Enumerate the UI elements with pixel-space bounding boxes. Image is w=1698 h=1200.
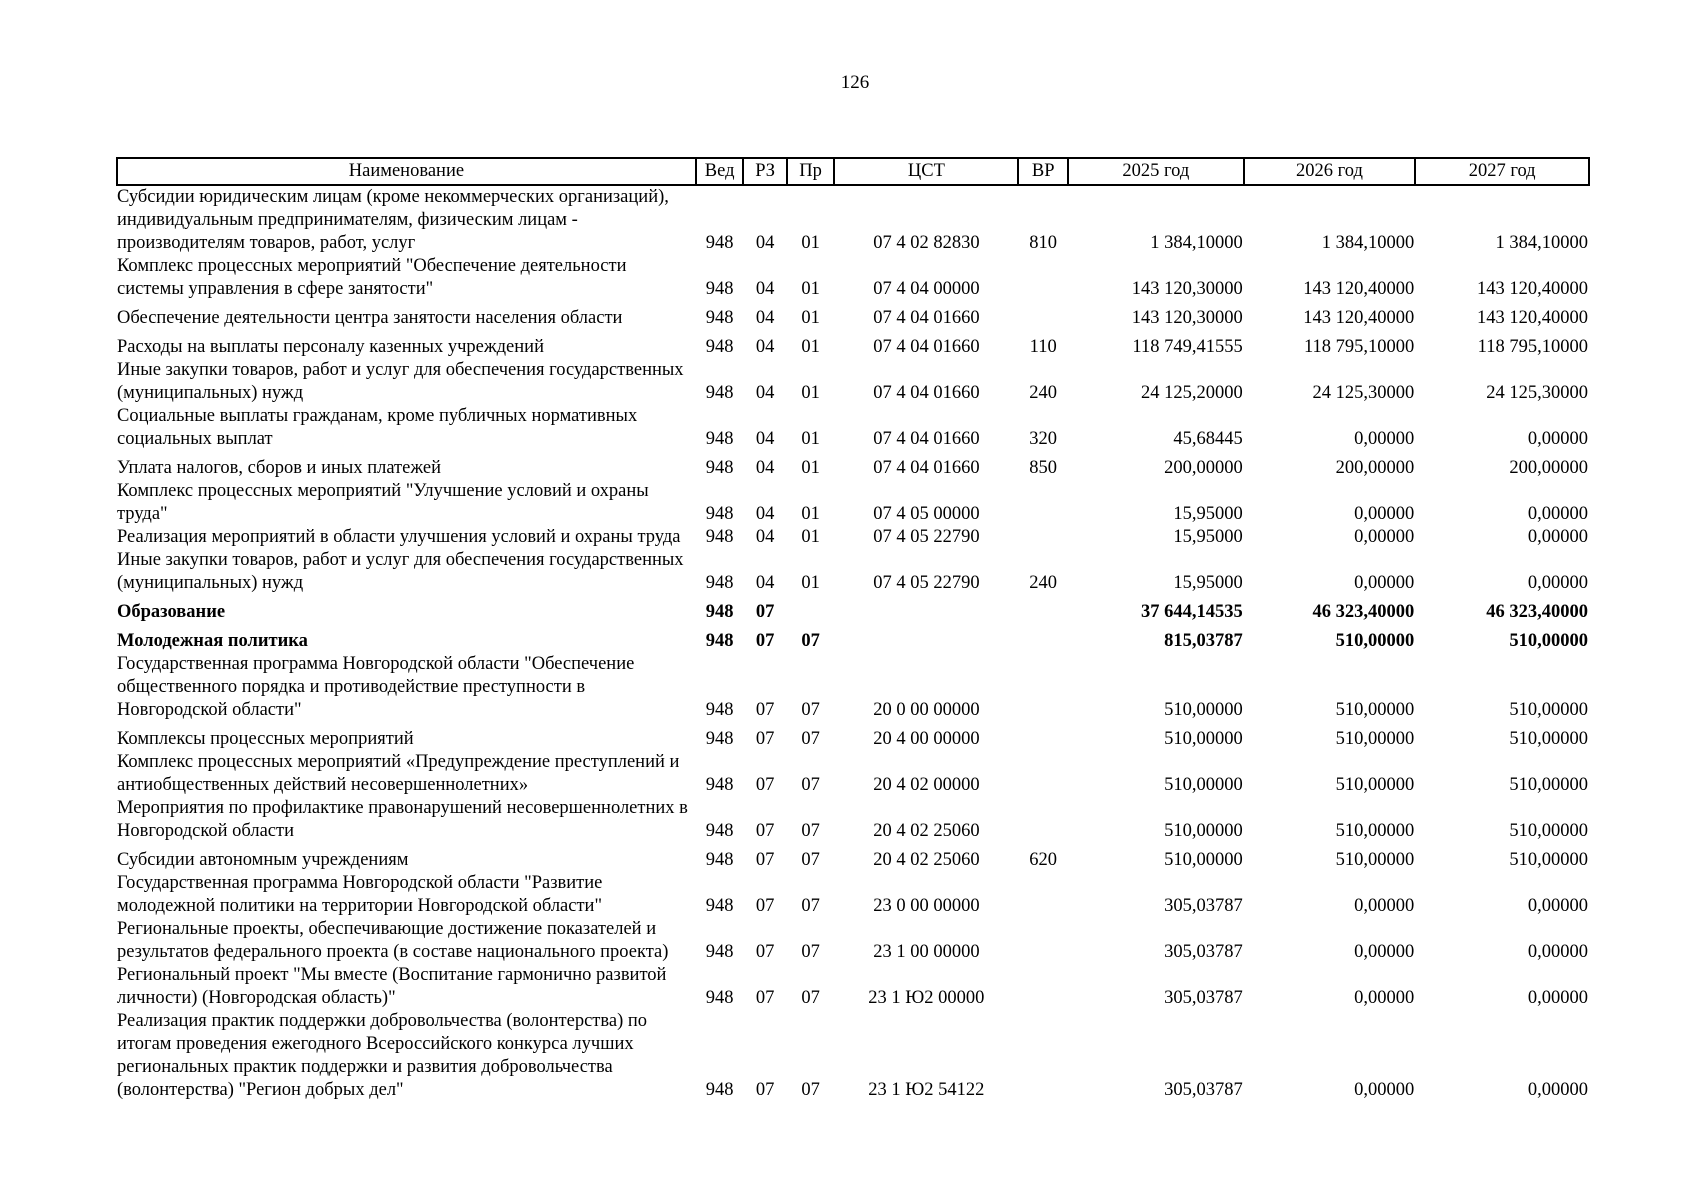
cell-name: Комплексы процессных мероприятий <box>117 729 414 749</box>
cell-2027: 0,00000 <box>1527 896 1588 916</box>
cell-ved: 948 <box>705 729 734 749</box>
cell-2027: 0,00000 <box>1527 527 1588 547</box>
header-pr: Пр <box>787 158 835 185</box>
cell-vr: 850 <box>1029 458 1058 478</box>
cell-name: Реализация мероприятий в области улучшения условий и охраны труда <box>117 527 681 547</box>
table-row <box>117 526 1589 549</box>
table-row <box>117 359 1589 405</box>
cell-cst: 07 4 05 00000 <box>873 504 980 524</box>
cell-pr: 01 <box>801 337 820 357</box>
cell-2026: 0,00000 <box>1354 573 1415 593</box>
cell-cst: 07 4 04 01660 <box>873 458 980 478</box>
cell-2025: 305,03787 <box>1164 988 1243 1008</box>
cell-pr: 01 <box>801 383 820 403</box>
cell-2027: 510,00000 <box>1509 775 1588 795</box>
cell-2026: 510,00000 <box>1335 850 1415 870</box>
cell-ved: 948 <box>705 1080 734 1100</box>
cell-2027: 510,00000 <box>1509 850 1588 870</box>
cell-2025: 143 120,30000 <box>1131 308 1243 328</box>
cell-vr <box>1018 964 1068 1010</box>
cell-2025: 37 644,14535 <box>1140 602 1243 622</box>
cell-name: Уплата налогов, сборов и иных платежей <box>117 458 442 478</box>
table-row <box>117 480 1589 526</box>
cell-name: Субсидии автономным учреждениям <box>117 850 409 870</box>
cell-vr <box>1018 872 1068 918</box>
table-row <box>117 549 1589 595</box>
cell-rz: 07 <box>755 850 775 870</box>
cell-pr: 07 <box>801 1080 820 1100</box>
cell-2025: 15,95000 <box>1173 573 1243 593</box>
cell-2025: 143 120,30000 <box>1131 279 1243 299</box>
cell-name: Региональные проекты, обеспечивающие достижение показателей и результатов федерального проекта (в составе национального проекта) <box>117 919 669 962</box>
cell-vr <box>1018 301 1068 330</box>
cell-vr: 810 <box>1029 233 1058 253</box>
cell-vr <box>1018 255 1068 301</box>
table-row <box>117 1010 1589 1102</box>
cell-cst: 07 4 04 00000 <box>873 279 980 299</box>
cell-vr <box>1018 653 1068 722</box>
cell-cst: 07 4 02 82830 <box>873 233 980 253</box>
cell-2025: 815,03787 <box>1164 631 1243 651</box>
cell-cst: 07 4 04 01660 <box>873 383 980 403</box>
cell-2026: 143 120,40000 <box>1303 308 1415 328</box>
table-row <box>117 330 1589 359</box>
cell-rz: 04 <box>755 527 775 547</box>
cell-name: Региональный проект "Мы вместе (Воспитание гармонично развитой личности) (Новгородская область)" <box>117 965 667 1008</box>
cell-rz: 07 <box>755 602 775 622</box>
cell-vr: 620 <box>1029 850 1058 870</box>
cell-ved: 948 <box>705 337 734 357</box>
cell-cst: 20 4 02 25060 <box>873 850 980 870</box>
table-row <box>117 797 1589 843</box>
cell-cst: 20 0 00 00000 <box>873 700 980 720</box>
cell-ved: 948 <box>705 504 734 524</box>
cell-2027: 510,00000 <box>1509 700 1588 720</box>
cell-cst: 07 4 05 22790 <box>873 527 980 547</box>
cell-pr: 01 <box>801 527 820 547</box>
cell-2025: 15,95000 <box>1173 504 1243 524</box>
cell-2027: 1 384,10000 <box>1495 233 1588 253</box>
cell-rz: 07 <box>755 775 775 795</box>
cell-pr: 07 <box>801 631 820 651</box>
cell-2026: 0,00000 <box>1354 896 1415 916</box>
cell-2025: 305,03787 <box>1164 1080 1243 1100</box>
cell-pr: 01 <box>801 233 820 253</box>
cell-2027: 510,00000 <box>1509 631 1588 651</box>
cell-name: Социальные выплаты гражданам, кроме публичных нормативных социальных выплат <box>117 406 638 449</box>
table-row <box>117 751 1589 797</box>
cell-ved: 948 <box>705 631 734 651</box>
cell-2027: 143 120,40000 <box>1477 279 1588 299</box>
cell-2027: 0,00000 <box>1527 942 1588 962</box>
cell-rz: 07 <box>755 942 775 962</box>
cell-2026: 510,00000 <box>1335 700 1415 720</box>
cell-2026: 510,00000 <box>1335 729 1415 749</box>
cell-cst: 20 4 02 25060 <box>873 821 980 841</box>
cell-2027: 0,00000 <box>1527 429 1588 449</box>
cell-cst: 23 1 Ю2 00000 <box>868 988 985 1008</box>
cell-pr: 07 <box>801 896 820 916</box>
page-number: 126 <box>840 72 870 93</box>
cell-vr <box>1018 722 1068 751</box>
table-row <box>117 722 1589 751</box>
cell-2025: 15,95000 <box>1173 527 1243 547</box>
cell-rz: 04 <box>755 308 775 328</box>
cell-2027: 0,00000 <box>1527 988 1588 1008</box>
header-cst: ЦСТ <box>834 158 1018 185</box>
cell-name: Комплекс процессных мероприятий "Улучшение условий и охраны труда" <box>117 481 649 524</box>
cell-pr: 07 <box>801 729 820 749</box>
cell-cst: 23 1 00 00000 <box>873 942 980 962</box>
cell-vr: 240 <box>1029 383 1058 403</box>
cell-name: Комплекс процессных мероприятий «Предупреждение преступлений и антиобщественных действий несовершеннолетних» <box>117 752 680 795</box>
cell-name: Государственная программа Новгородской области "Развитие молодежной политики на территории Новгородской области" <box>117 873 603 916</box>
cell-ved: 948 <box>705 527 734 547</box>
cell-vr: 110 <box>1029 337 1057 357</box>
cell-rz: 04 <box>755 504 775 524</box>
table-row <box>117 451 1589 480</box>
cell-2025: 510,00000 <box>1164 700 1243 720</box>
cell-name: Расходы на выплаты персоналу казенных учреждений <box>117 337 544 357</box>
cell-ved: 948 <box>705 233 734 253</box>
cell-vr: 320 <box>1029 429 1058 449</box>
cell-cst: 07 4 04 01660 <box>873 429 980 449</box>
cell-2025: 305,03787 <box>1164 942 1243 962</box>
cell-vr <box>1018 918 1068 964</box>
cell-2026: 0,00000 <box>1354 527 1415 547</box>
cell-rz: 04 <box>755 233 775 253</box>
cell-ved: 948 <box>705 850 734 870</box>
cell-2027: 46 323,40000 <box>1486 602 1588 622</box>
table-row <box>117 405 1589 451</box>
cell-pr: 01 <box>801 279 820 299</box>
table-row <box>117 624 1589 653</box>
cell-2025: 1 384,10000 <box>1150 233 1243 253</box>
cell-ved: 948 <box>705 458 734 478</box>
cell-rz: 07 <box>755 821 775 841</box>
cell-2026: 510,00000 <box>1335 821 1415 841</box>
cell-pr: 01 <box>801 573 820 593</box>
cell-2026: 510,00000 <box>1335 775 1415 795</box>
header-rz: РЗ <box>743 158 786 185</box>
cell-2025: 510,00000 <box>1164 821 1243 841</box>
cell-2027: 200,00000 <box>1509 458 1588 478</box>
cell-vr <box>1018 526 1068 549</box>
cell-2025: 200,00000 <box>1164 458 1243 478</box>
cell-rz: 07 <box>755 631 775 651</box>
cell-2026: 118 795,10000 <box>1303 337 1415 357</box>
cell-2027: 510,00000 <box>1509 729 1588 749</box>
cell-cst <box>834 595 1018 624</box>
cell-ved: 948 <box>705 942 734 962</box>
cell-2025: 45,68445 <box>1173 429 1243 449</box>
cell-2026: 0,00000 <box>1354 942 1415 962</box>
cell-vr <box>1018 480 1068 526</box>
cell-vr <box>1018 751 1068 797</box>
header-vr: ВР <box>1018 158 1068 185</box>
cell-pr <box>787 595 835 624</box>
cell-2026: 0,00000 <box>1354 988 1415 1008</box>
cell-ved: 948 <box>705 988 734 1008</box>
cell-2026: 24 125,30000 <box>1312 383 1415 403</box>
cell-2026: 1 384,10000 <box>1321 233 1415 253</box>
cell-pr: 07 <box>801 700 820 720</box>
cell-ved: 948 <box>705 775 734 795</box>
cell-cst <box>834 624 1018 653</box>
table-row <box>117 595 1589 624</box>
cell-2025: 24 125,20000 <box>1140 383 1243 403</box>
cell-2025: 118 749,41555 <box>1132 337 1243 357</box>
table-row <box>117 653 1589 722</box>
cell-ved: 948 <box>705 383 734 403</box>
cell-vr <box>1018 624 1068 653</box>
cell-2026: 0,00000 <box>1354 429 1415 449</box>
cell-ved: 948 <box>705 279 734 299</box>
cell-2026: 0,00000 <box>1354 1080 1415 1100</box>
header-ved: Вед <box>696 158 744 185</box>
cell-vr: 240 <box>1029 573 1058 593</box>
cell-vr <box>1018 797 1068 843</box>
cell-2025: 510,00000 <box>1164 729 1243 749</box>
cell-name: Мероприятия по профилактике правонарушений несовершеннолетних в Новгородской области <box>117 798 688 841</box>
cell-name: Субсидии юридическим лицам (кроме некоммерческих организаций), индивидуальным предпринимателям, физическим лицам - производителям товаров, работ, услуг <box>117 187 669 253</box>
table-header-row <box>117 158 1589 185</box>
cell-cst: 23 0 00 00000 <box>873 896 980 916</box>
cell-2027: 0,00000 <box>1527 573 1588 593</box>
table-row <box>117 185 1589 255</box>
cell-rz: 04 <box>755 573 775 593</box>
table-row <box>117 843 1589 872</box>
cell-rz: 07 <box>755 1080 775 1100</box>
header-name: Наименование <box>117 158 696 185</box>
table-row <box>117 301 1589 330</box>
cell-2026: 143 120,40000 <box>1303 279 1415 299</box>
cell-pr: 01 <box>801 458 820 478</box>
cell-rz: 04 <box>755 383 775 403</box>
header-2025: 2025 год <box>1068 158 1244 185</box>
cell-rz: 04 <box>755 337 775 357</box>
cell-pr: 07 <box>801 988 820 1008</box>
table-row <box>117 872 1589 918</box>
cell-ved: 948 <box>705 602 734 622</box>
cell-pr: 07 <box>801 821 820 841</box>
cell-2025: 510,00000 <box>1164 775 1243 795</box>
cell-2027: 0,00000 <box>1527 1080 1588 1100</box>
cell-ved: 948 <box>705 308 734 328</box>
cell-rz: 04 <box>755 279 775 299</box>
cell-2025: 305,03787 <box>1164 896 1243 916</box>
cell-cst: 07 4 05 22790 <box>873 573 980 593</box>
cell-pr: 01 <box>801 504 820 524</box>
cell-2027: 143 120,40000 <box>1477 308 1588 328</box>
cell-ved: 948 <box>705 700 734 720</box>
cell-name: Государственная программа Новгородской области "Обеспечение общественного порядка и противодействие преступности в Новгородской области" <box>117 654 635 720</box>
cell-2027: 510,00000 <box>1509 821 1588 841</box>
cell-pr: 01 <box>801 429 820 449</box>
cell-cst: 23 1 Ю2 54122 <box>868 1080 985 1100</box>
cell-ved: 948 <box>705 429 734 449</box>
cell-pr: 01 <box>801 308 820 328</box>
cell-2026: 46 323,40000 <box>1312 602 1415 622</box>
cell-name: Комплекс процессных мероприятий "Обеспечение деятельности системы управления в сфере занятости" <box>117 256 627 299</box>
cell-rz: 07 <box>755 988 775 1008</box>
cell-rz: 04 <box>755 458 775 478</box>
cell-vr <box>1018 1010 1068 1102</box>
cell-2027: 0,00000 <box>1527 504 1588 524</box>
cell-name: Молодежная политика <box>117 631 308 651</box>
cell-ved: 948 <box>705 821 734 841</box>
cell-vr <box>1018 595 1068 624</box>
cell-2027: 118 795,10000 <box>1477 337 1588 357</box>
cell-2026: 0,00000 <box>1354 504 1415 524</box>
cell-name: Реализация практик поддержки добровольчества (волонтерства) по итогам проведения ежегодного Всероссийского конкурса лучших региональных практик поддержки и развития добровольчества (волонтерства) "Регион добрых дел" <box>117 1011 648 1100</box>
cell-rz: 07 <box>755 729 775 749</box>
header-2027: 2027 год <box>1415 158 1589 185</box>
table-row <box>117 255 1589 301</box>
cell-pr: 07 <box>801 942 820 962</box>
header-2026: 2026 год <box>1244 158 1416 185</box>
cell-cst: 07 4 04 01660 <box>873 337 980 357</box>
cell-2026: 200,00000 <box>1335 458 1415 478</box>
cell-rz: 07 <box>755 700 775 720</box>
cell-2027: 24 125,30000 <box>1486 383 1588 403</box>
cell-name: Иные закупки товаров, работ и услуг для обеспечения государственных (муниципальных) нужд <box>117 360 684 403</box>
cell-cst: 20 4 02 00000 <box>873 775 980 795</box>
cell-ved: 948 <box>705 573 734 593</box>
budget-table <box>116 157 1590 1102</box>
cell-ved: 948 <box>705 896 734 916</box>
cell-rz: 04 <box>755 429 775 449</box>
cell-rz: 07 <box>755 896 775 916</box>
cell-name: Обеспечение деятельности центра занятости населения области <box>117 308 623 328</box>
cell-pr: 07 <box>801 775 820 795</box>
cell-name: Иные закупки товаров, работ и услуг для обеспечения государственных (муниципальных) нужд <box>117 550 684 593</box>
cell-cst: 20 4 00 00000 <box>873 729 980 749</box>
cell-2026: 510,00000 <box>1335 631 1415 651</box>
cell-name: Образование <box>117 602 226 622</box>
table-row <box>117 918 1589 964</box>
table-row <box>117 964 1589 1010</box>
cell-cst: 07 4 04 01660 <box>873 308 980 328</box>
cell-pr: 07 <box>801 850 820 870</box>
cell-2025: 510,00000 <box>1164 850 1243 870</box>
